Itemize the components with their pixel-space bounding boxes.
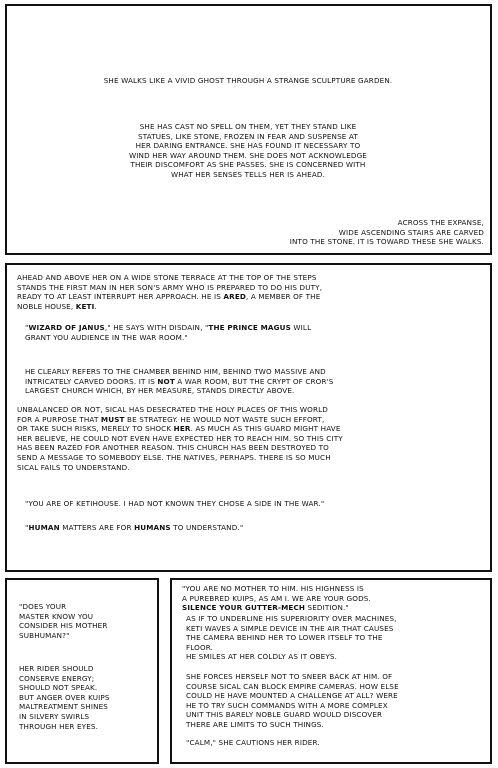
emph-prince-magus: THE PRINCE MAGUS <box>208 323 291 332</box>
text: BE STRATEGY. HE WOULD NOT WASTE SUCH EFFORT, OR TAKE SUCH RISKS, MERELY TO SHOCK <box>17 414 325 434</box>
caption-superiority: AS IF TO UNDERLINE HIS SUPERIORITY OVER MACHINES, KETI WAVES A SIMPLE DEVICE IN THE AIR THAT CAUSES THE CAMERA BEHIND HER TO LOWER ITSELF TO THE FLOOR. HE SMILES AT HER COLDLY AS IT OBEYS. <box>186 614 397 662</box>
caption-her-rider: HER RIDER SHOULD CONSERVE ENERGY; SHOULD NOT SPEAK. BUT ANGER OVER KUIPS MALTREATMENT SHINES IN SILVERY SWIRLS THROUGH HER EYES. <box>19 664 110 731</box>
panel-4 <box>170 578 492 764</box>
text: AHEAD AND ABOVE HER ON A WIDE STONE TERRACE AT THE TOP OF THE STEPS STANDS THE FIRST MAN IN HER SON'S ARMY WHO IS PREPARED TO DO HIS DUTY, READY TO AT LEAST INTERRUPT HER APPROACH. HE IS <box>17 273 323 302</box>
emph-human: HUMAN <box>28 523 60 532</box>
emph-silence: SILENCE YOUR GUTTER-MECH <box>182 603 306 613</box>
text: ," HE SAYS WITH DISDAIN, " <box>104 323 209 332</box>
text: MATTERS ARE FOR <box>59 523 135 532</box>
panel-3 <box>5 578 159 764</box>
caption-unbalanced <box>17 405 485 472</box>
emph-her: HER <box>173 424 191 434</box>
panel-2 <box>5 263 492 572</box>
emph-humans: HUMANS <box>134 523 171 532</box>
name-ared: ARED <box>223 292 246 302</box>
caption-chamber <box>25 367 485 396</box>
dialogue-calm: "CALM," SHE CAUTIONS HER RIDER. <box>186 738 320 747</box>
dialogue-no-mother <box>182 584 490 613</box>
dialogue-does-your-master: "DOES YOUR MASTER KNOW YOU CONSIDER HIS MOTHER SUBHUMAN?" <box>19 602 108 640</box>
caption-sneer: SHE FORCES HERSELF NOT TO SNEER BACK AT HIM. OF COURSE SICAL CAN BLOCK EMPIRE CAMERAS. HOW ELSE COULD HE HAVE MOUNTED A CHALLENGE AT ALL? WERE HE TO TRY SUCH COMMANDS WITH A MORE COMPLEX UNIT THIS BARELY NOBLE GUARD WOULD DISCOVER THERE ARE LIMITS TO SUCH THINGS. <box>186 672 399 729</box>
name-keti: KETI <box>75 301 95 311</box>
caption-across-expanse: ACROSS THE EXPANSE, WIDE ASCENDING STAIRS ARE CARVED INTO THE STONE. IT IS TOWARD THESE SHE WALKS. <box>289 218 484 247</box>
text: WILL GRANT YOU AUDIENCE IN THE WAR ROOM." <box>25 323 312 342</box>
caption-no-spell: SHE HAS CAST NO SPELL ON THEM, YET THEY STAND LIKE STATUES, LIKE STONE, FROZEN IN FEAR AND SUSPENSE AT HER DARING ENTRANCE. SHE HAS FOUND IT NECESSARY TO WIND HER WAY AROUND THEM. SHE DOES NOT ACKNOWLEDGE THEIR DISCOMFORT AS SHE PASSES. SHE IS CONCERNED WITH WHAT HER SENSES TELLS HER IS AHEAD. <box>129 122 367 179</box>
dialogue-wizard-of-janus <box>25 323 485 342</box>
caption-ahead-and-above <box>17 273 485 311</box>
caption-sculpture-garden: SHE WALKS LIKE A VIVID GHOST THROUGH A STRANGE SCULPTURE GARDEN. <box>103 76 393 85</box>
text: UNBALANCED OR NOT, SICAL HAS DESECRATED THE HOLY PLACES OF THIS WORLD FOR A PURPOSE THAT <box>17 405 328 424</box>
text: "YOU ARE NO MOTHER TO HIM. HIS HIGHNESS IS A PUREBRED KUIPS, AS AM I. WE ARE YOUR GODS. <box>182 584 371 603</box>
text: . <box>94 301 97 311</box>
dialogue-human-matters <box>25 523 485 533</box>
text: . AS MUCH AS THIS GUARD MIGHT HAVE HER BELIEVE, HE COULD NOT EVEN HAVE EXPECTED HER TO REACH HIM. SO THIS CITY HAS BEEN RAZED FOR ANOTHER REASON. THIS CHURCH HAS BEEN DESTROYED TO SEND A MESSAGE TO SOMEBODY ELSE. THE NATIVES, PERHAPS. THERE IS SO MUCH SICAL FAILS TO UNDERSTAND. <box>17 424 343 472</box>
panel-1 <box>5 4 492 255</box>
text: SEDITION." <box>305 603 349 613</box>
text: TO UNDERSTAND." <box>170 523 244 532</box>
text: A WAR ROOM, BUT THE CRYPT OF CROR'S LARGEST CHURCH WHICH, BY HER MEASURE, STANDS DIRECTLY ABOVE. <box>25 376 334 396</box>
emph-must: MUST <box>100 414 125 424</box>
text: , A MEMBER OF THE NOBLE HOUSE, <box>17 292 321 311</box>
emph-not: NOT <box>157 376 175 386</box>
text: HE CLEARLY REFERS TO THE CHAMBER BEHIND HIM, BEHIND TWO MASSIVE AND INTRICATELY CARVED DOORS. IT IS <box>25 367 326 386</box>
dialogue-kethouse: "YOU ARE OF KETIHOUSE. I HAD NOT KNOWN THEY CHOSE A SIDE IN THE WAR." <box>25 499 325 508</box>
text: " <box>25 523 29 532</box>
emph-wizard-of-janus: WIZARD OF JANUS <box>28 323 105 332</box>
text: " <box>25 323 29 332</box>
